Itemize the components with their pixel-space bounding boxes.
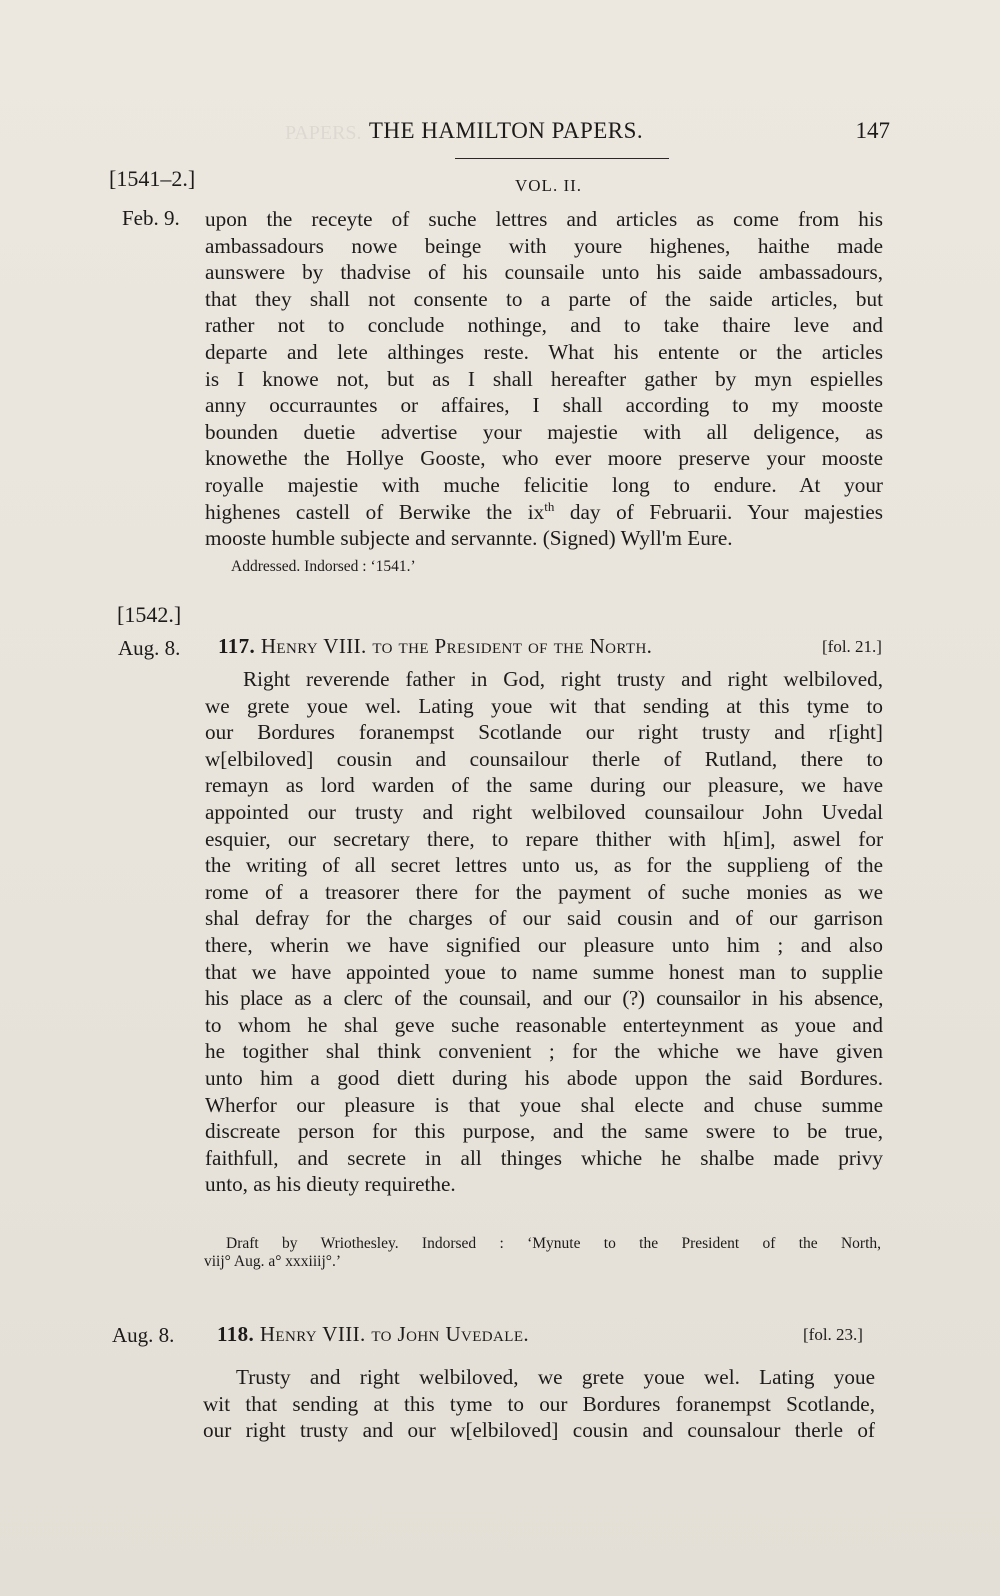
entry-title: Henry VIII. to the President of the North. <box>260 634 653 658</box>
letter-body <box>205 666 883 1198</box>
folio-reference: [fol. 21.] <box>822 637 882 656</box>
text-line: knowethe the Hollye Gooste, who ever moore preserve your mooste <box>205 446 883 471</box>
text-line: faithfull, and secrete in all thinges whiche he shalbe made privy <box>205 1145 883 1170</box>
entry-number: 117. <box>218 634 256 658</box>
text-line: Right reverende father in God, right trusty and right welbiloved, <box>243 667 883 691</box>
text-line: appointed our trusty and right welbiloved counsailour John Uvedal <box>205 799 883 824</box>
show-through-text: PAPERS. <box>285 122 362 144</box>
year-bracket: [1542.] <box>117 602 182 627</box>
volume-label: VOL. II. <box>515 176 583 195</box>
text-line: anny occurrauntes or affaires, I shall according to my mooste <box>205 393 883 418</box>
entry-title: Henry VIII. to John Uvedale. <box>259 1322 530 1346</box>
text-line: his place as a clerc of the counsail, and our (?) counsailor in his absence, <box>205 986 883 1011</box>
text-line: wit that sending at this tyme to our Bordures foranempst Scotlande, <box>203 1391 875 1416</box>
text-line: w[elbiloved] cousin and counsailour therle of Rutland, there to <box>205 746 883 771</box>
text-line: royalle majestie with muche felicitie long to endure. At your <box>205 472 883 497</box>
header-rule <box>455 158 669 159</box>
text-line: rather not to conclude nothinge, and to take thaire leve and <box>205 313 883 338</box>
text-fragment: highenes castell of Berwike the ix <box>205 499 545 524</box>
running-title: THE HAMILTON PAPERS. <box>368 118 644 143</box>
text-line: departe and lete althinges reste. What his entente or the articles <box>205 339 883 364</box>
letter-body <box>203 1364 875 1444</box>
text-line: ambassadours nowe beinge with youre highenes, haithe made <box>205 233 883 258</box>
margin-date: Aug. 8. <box>118 636 181 660</box>
margin-date: Feb. 9. <box>122 206 180 230</box>
endorsement-note <box>204 1235 881 1271</box>
text-fragment: day of Februarii. Your majesties <box>554 499 883 524</box>
entry-heading <box>217 1322 529 1347</box>
text-line: rome of a treasorer there for the payment of suche monies as we <box>205 879 883 904</box>
text-line: discreate person for this purpose, and the same swere to be true, <box>205 1119 883 1144</box>
text-line: to whom he shal geve suche reasonable enterteynment as youe and <box>205 1012 883 1037</box>
text-line: he togither shal think convenient ; for the whiche we have given <box>205 1039 883 1064</box>
text-line: unto, as his dieuty requirethe. <box>205 1172 456 1197</box>
text-line: bounden duetie advertise your majestie with all deligence, as <box>205 419 883 444</box>
text-line: shal defray for the charges of our said cousin and of our garrison <box>205 906 883 931</box>
text-line: that they shall not consente to a parte of the saide articles, but <box>205 286 883 311</box>
text-line: is I knowe not, but as I shall hereafter gather by myn espielles <box>205 366 883 391</box>
text-line: the writing of all secret lettres unto us, as for the supplieng of the <box>205 853 883 878</box>
text-line: Trusty and right welbiloved, we grete youe wel. Lating youe <box>236 1365 875 1389</box>
margin-date: Aug. 8. <box>112 1323 175 1347</box>
entry-heading <box>218 634 652 659</box>
text-line: Wherfor our pleasure is that youe shal electe and chuse summe <box>205 1092 883 1117</box>
text-line: aunswere by thadvise of his counsaile unto his saide ambassadours, <box>205 260 883 285</box>
note-line: Draft by Wriothesley. Indorsed : ‘Mynute to the President of the North, <box>226 1235 881 1252</box>
text-line: there, wherin we have signified our pleasure unto him ; and also <box>205 932 883 957</box>
text-line: our Bordures foranempst Scotlande our right trusty and r[ight] <box>205 720 883 745</box>
note-line: viij° Aug. a° xxxiiij°.’ <box>204 1253 341 1270</box>
text-line: we grete youe wel. Lating youe wit that sending at this tyme to <box>205 693 883 718</box>
text-line: unto him a good diett during his abode uppon the said Bordures. <box>205 1065 883 1090</box>
text-line: esquier, our secretary there, to repare thither with h[im], aswel for <box>205 826 883 851</box>
superscript: th <box>544 498 555 514</box>
year-bracket: [1541–2.] <box>109 166 196 191</box>
text-line: upon the receyte of suche lettres and articles as come from his <box>205 207 883 231</box>
text-line: that we have appointed youe to name summe honest man to supplie <box>205 959 883 984</box>
folio-reference: [fol. 23.] <box>803 1325 863 1344</box>
endorsement-note: Addressed. Indorsed : ‘1541.’ <box>231 558 416 575</box>
page-number: 147 <box>855 118 890 143</box>
entry-number: 118. <box>217 1322 255 1346</box>
text-line: mooste humble subjecte and servannte. (Signed) Wyll'm Eure. <box>205 526 733 551</box>
letter-body <box>205 206 883 552</box>
text-line <box>205 499 883 526</box>
text-line: remayn as lord warden of the same during our pleasure, we have <box>205 773 883 798</box>
text-line: our right trusty and our w[elbiloved] cousin and counsalour therle of <box>203 1418 875 1443</box>
